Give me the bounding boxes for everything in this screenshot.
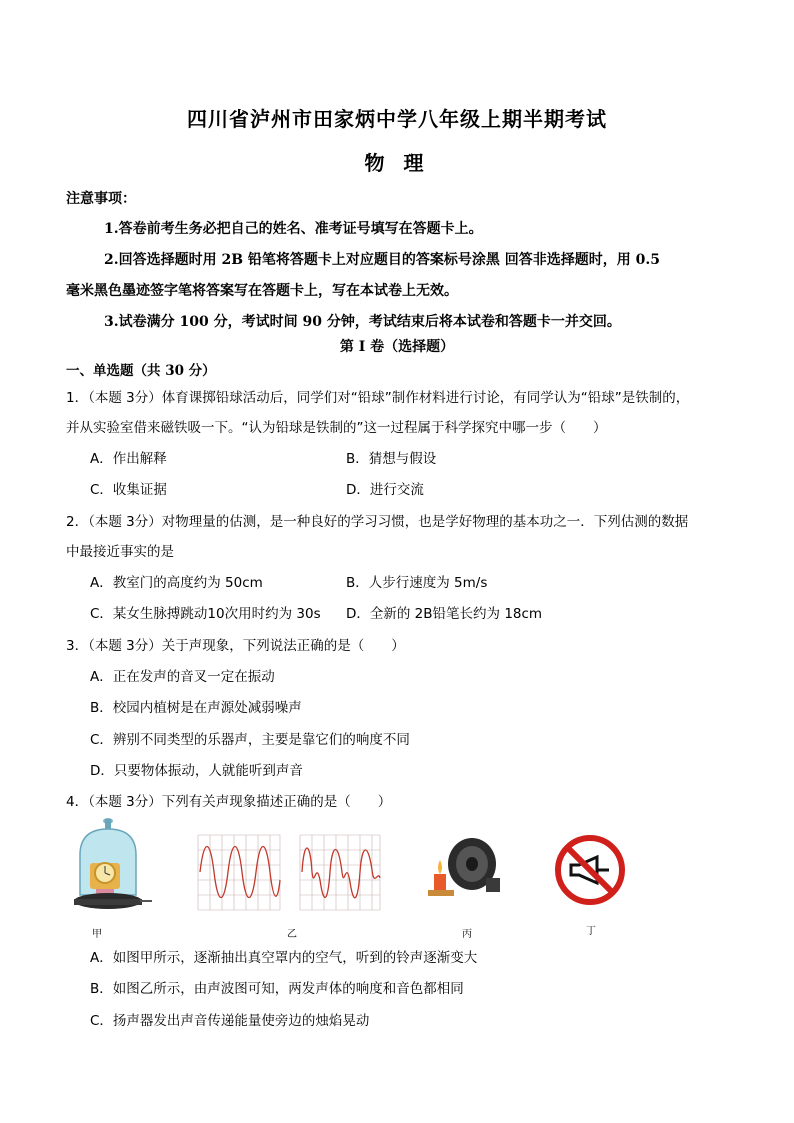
q1-option-c: C．收集证据 <box>90 482 167 498</box>
notice-item-2-cont: 毫米黑色墨迹签字笔将答案写在答题卡上，写在本试卷上无效。 <box>66 283 458 299</box>
notice-item-3: 3.试卷满分 100 分，考试时间 90 分钟，考试结束后将本试卷和答题卡一并交回。 <box>104 314 621 330</box>
q1-option-a: A．作出解释 <box>90 451 167 467</box>
notice-heading: 注意事项： <box>66 191 136 207</box>
caption-yi: 乙 <box>287 929 297 940</box>
q1-option-b: B．猜想与假设 <box>346 451 437 467</box>
subject-title: 物 理 <box>364 151 430 175</box>
q4-option-b: B．如图乙所示，由声波图可知，两发声体的响度和音色都相同 <box>90 981 464 997</box>
q2-option-a: A．教室门的高度约为 50cm <box>90 575 263 591</box>
exam-title: 四川省泸州市田家炳中学八年级上期半期考试 <box>187 107 607 131</box>
section-heading: 一、单选题（共 30 分） <box>66 363 216 379</box>
speaker-candle-figure <box>424 834 506 900</box>
q3-line-1: 3．（本题 3分）关于声现象，下列说法正确的是（ ） <box>66 638 405 654</box>
q3-option-d: D．只要物体振动，人就能听到声音 <box>90 763 303 779</box>
q4-line-1: 4．（本题 3分）下列有关声现象描述正确的是（ ） <box>66 794 392 810</box>
q2-option-b: B．人步行速度为 5m/s <box>346 575 488 591</box>
volume-title: 第 I 卷（选择题） <box>339 339 455 355</box>
q2-line-1: 2．（本题 3分）对物理量的估测，是一种良好的学习习惯，也是学好物理的基本功之一．下列估测的数据 <box>66 514 689 530</box>
no-horn-sign-icon <box>553 833 627 907</box>
caption-bing: 丙 <box>462 929 472 940</box>
q2-line-2: 中最接近事实的是 <box>66 544 174 560</box>
q1-line-2: 并从实验室借来磁铁吸一下。“认为铅球是铁制的”这一过程属于科学探究中哪一步（ ） <box>66 420 607 436</box>
waveform-figure <box>196 830 382 922</box>
q1-option-d: D．进行交流 <box>346 482 424 498</box>
q2-option-c: C．某女生脉搏跳动10次用时约为 30s <box>90 606 321 622</box>
q3-option-c: C．辨别不同类型的乐器声，主要是靠它们的响度不同 <box>90 732 410 748</box>
notice-item-1: 1.答卷前考生务必把自己的姓名、准考证号填写在答题卡上。 <box>104 221 483 237</box>
caption-jia: 甲 <box>92 929 102 940</box>
q1-line-1: 1．（本题 3分）体育课掷铅球活动后，同学们对“铅球”制作材料进行讨论，有同学认为“铅球”是铁制的， <box>66 390 690 406</box>
q4-option-c: C．扬声器发出声音传递能量使旁边的烛焰晃动 <box>90 1013 370 1029</box>
q4-option-a: A．如图甲所示，逐渐抽出真空罩内的空气，听到的铃声逐渐变大 <box>90 950 478 966</box>
bell-jar-figure <box>70 815 156 917</box>
q2-option-d: D．全新的 2B铅笔长约为 18cm <box>346 606 543 622</box>
caption-ding: 丁 <box>586 926 596 937</box>
q3-option-a: A．正在发声的音叉一定在振动 <box>90 669 275 685</box>
notice-item-2: 2.回答选择题时用 2B 铅笔将答题卡上对应题目的答案标号涂黑 回答非选择题时，用 0.5 <box>104 252 661 268</box>
q3-option-b: B．校园内植树是在声源处减弱噪声 <box>90 700 302 716</box>
